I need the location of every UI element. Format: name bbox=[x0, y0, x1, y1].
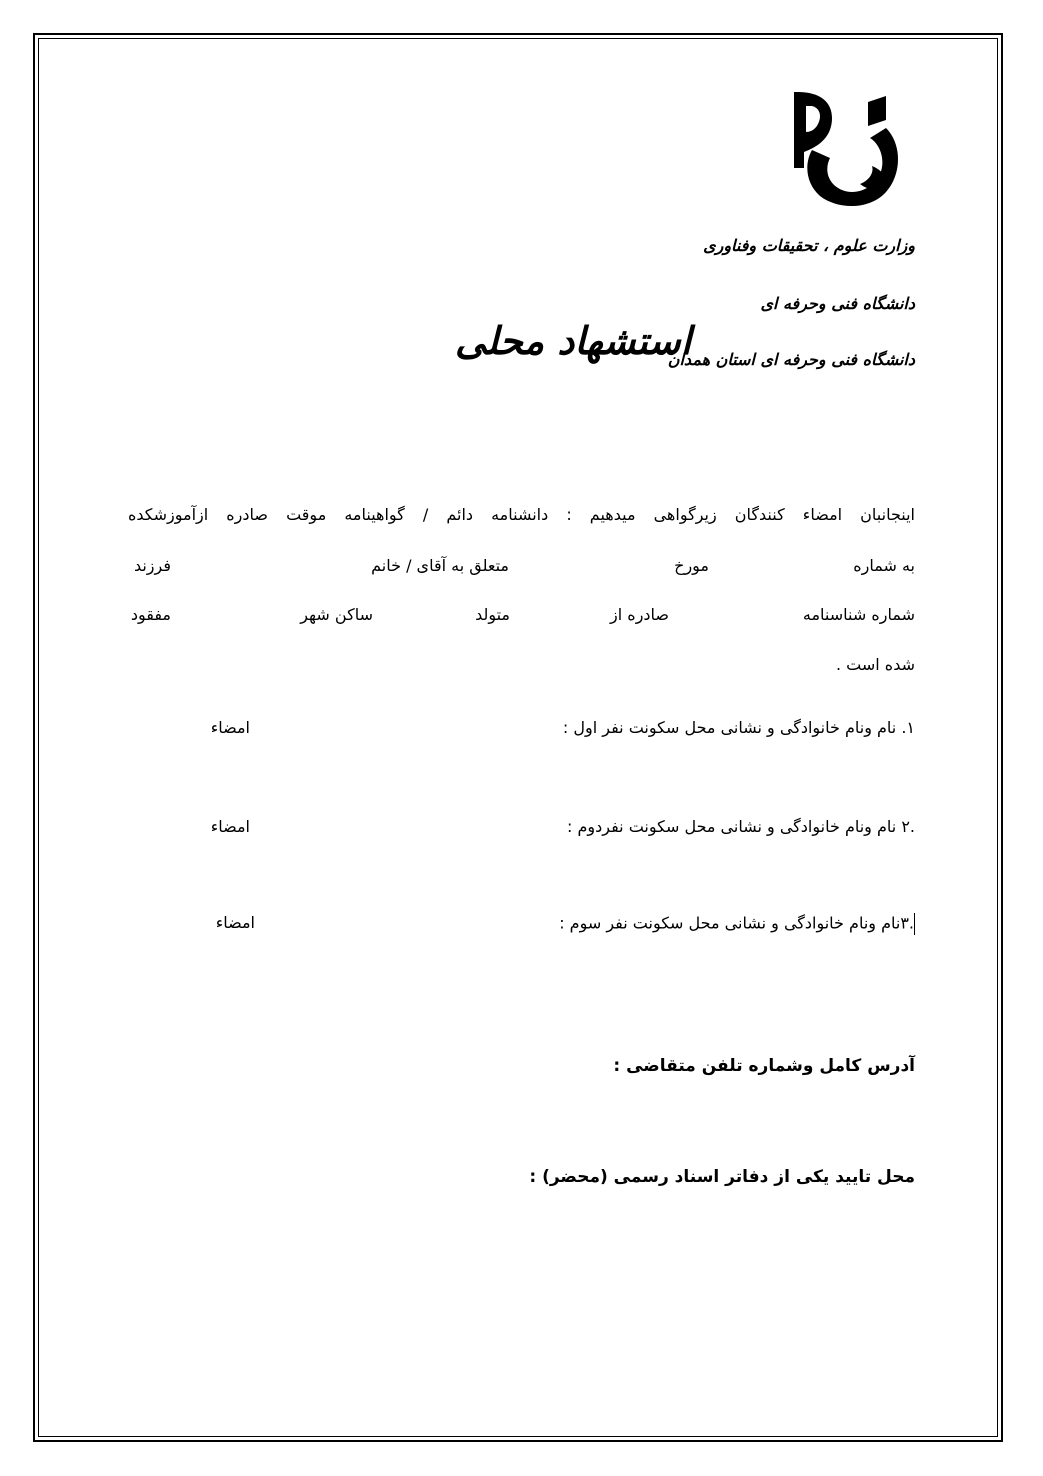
field-issued-from-label: صادره از bbox=[610, 605, 669, 624]
witness-1-label: ۱. نام ونام خانوادگی و نشانی محل سکونت نفر اول : bbox=[562, 718, 915, 737]
body-line-1: اینجانبان امضاء کنندگان زیرگواهی میدهیم : دانشنامه دائم / گواهینامه موقت صادره ازآموزشکده bbox=[128, 505, 915, 524]
university-logo bbox=[790, 88, 905, 213]
field-date-label: مورخ bbox=[674, 556, 709, 575]
field-born-label: متولد bbox=[475, 605, 510, 624]
witness-3-signature: امضاء bbox=[215, 913, 255, 932]
text-cursor bbox=[914, 913, 915, 935]
ministry-name: وزارت علوم ، تحقیقات وفناوری bbox=[703, 236, 915, 255]
field-lost-label: مفقود bbox=[130, 605, 171, 624]
witness-3-label bbox=[559, 913, 915, 935]
witness-2-signature: امضاء bbox=[210, 817, 250, 836]
field-child-of-label: فرزند bbox=[133, 556, 171, 575]
document-title: استشهاد محلی bbox=[455, 318, 692, 363]
witness-1-signature: امضاء bbox=[210, 718, 250, 737]
notary-confirmation-label: محل تایید یکی از دفاتر اسناد رسمی (محضر) : bbox=[529, 1167, 915, 1187]
body-line-4: شده است . bbox=[835, 655, 915, 674]
field-number-label: به شماره bbox=[853, 556, 915, 575]
branch-name: دانشگاه فنی وحرفه ای استان همدان bbox=[667, 350, 915, 369]
witness-3-label-text: .۳نام ونام خانوادگی و نشانی محل سکونت نفر سوم : bbox=[559, 913, 914, 933]
field-id-number-label: شماره شناسنامه bbox=[802, 605, 915, 624]
university-name: دانشگاه فنی وحرفه ای bbox=[760, 294, 915, 313]
witness-2-label: .۲ نام ونام خانوادگی و نشانی محل سکونت نفردوم : bbox=[567, 817, 915, 836]
field-city-label: ساکن شهر bbox=[300, 605, 373, 624]
field-owner-label: متعلق به آقای / خانم bbox=[371, 556, 509, 575]
applicant-address-label: آدرس کامل وشماره تلفن متقاضی : bbox=[613, 1056, 915, 1076]
